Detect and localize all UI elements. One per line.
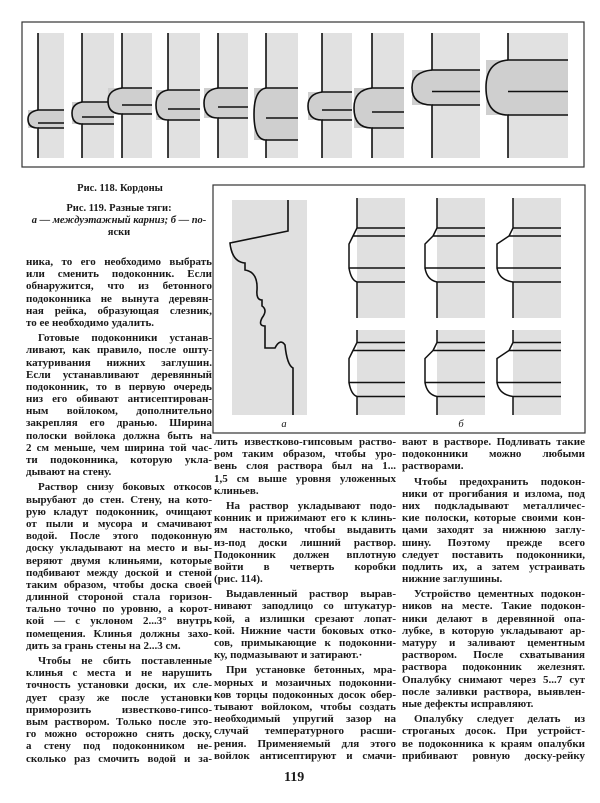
text-line: после заливки раствора, выявлен- <box>402 685 585 698</box>
text-line: сколько раз смочить водой и за- <box>26 752 212 765</box>
text-line: ве подоконника к краям опалубки <box>402 737 585 750</box>
paragraph <box>214 588 396 661</box>
text-line: строганых досок. При устройст- <box>402 725 585 738</box>
text-line: подоконники можно любыми <box>402 448 585 461</box>
figure-119-caption-title: Рис. 119. Разные тяги: <box>66 203 172 214</box>
text-line: вают в растворе. Подливать такие <box>402 436 585 448</box>
text-line: лубке, в которую укладывают ар- <box>402 624 585 637</box>
text-line: ные дефекты исправляют. <box>402 697 534 710</box>
molding-shade <box>308 92 352 120</box>
text-line: подлить их, а затем устраивать <box>402 560 585 573</box>
text-line: тывают войлоком, чтобы создать <box>214 700 396 713</box>
text-line: полоски войлока должна быть на <box>26 429 212 442</box>
text-line: точность установки доски, их сле- <box>26 679 212 692</box>
molding-shade <box>354 88 404 128</box>
text-line: Подоконник должен вплотную <box>214 548 396 561</box>
text-line: 2 см меньше, чем ширина той час- <box>26 441 212 454</box>
text-line: Раствор снизу боковых откосов <box>38 481 212 494</box>
text-line: ная рейка, образующая слезник, <box>26 304 212 317</box>
text-line: кой. Нижние части боковых отко- <box>214 624 396 637</box>
molding-shade <box>486 60 568 115</box>
figure-119-label-b: б <box>458 419 464 430</box>
text-line: обнаружится, что из бетонного <box>26 280 212 293</box>
text-line: них подкладывают металличес- <box>402 499 585 512</box>
paragraph <box>402 436 585 473</box>
text-line: матуру и заливают цементным <box>402 637 585 649</box>
text-line: дить за грань стены на 2...3 см. <box>26 639 181 652</box>
belt-shade <box>513 198 561 318</box>
molding-shade <box>108 88 152 114</box>
text-line: конник и прижимают его к клинь- <box>214 512 396 525</box>
figure-119-moldings <box>213 185 585 433</box>
text-line: Если устанавливают деревянный <box>26 368 212 381</box>
text-line: необходимый упругий зазор на <box>214 713 396 726</box>
text-line: ным войлоком, дополнительно <box>26 405 212 418</box>
text-line: подбивают между доской и стеной <box>26 566 212 579</box>
text-line: Выдавленный раствор вырав- <box>226 588 396 601</box>
text-line: клинья с места и не нарушить <box>26 667 212 680</box>
text-line: Готовые подоконники устанав- <box>38 332 212 345</box>
text-line: ники от прогибания и излома, под <box>402 487 585 500</box>
text-line: цами заходят за нижнюю заглу- <box>402 524 585 537</box>
text-line: дывают на стену. <box>26 466 112 479</box>
page-number: 119 <box>284 770 305 785</box>
text-line: кой, а излишки срезают лопат- <box>214 612 396 625</box>
text-line: морных и мозаичных подоконни- <box>214 676 396 689</box>
paragraph <box>26 332 212 478</box>
text-line: помещения. Клинья должны захо- <box>26 627 212 640</box>
text-line: тально точно по уровню, а корот- <box>26 603 212 616</box>
figure-119-caption-line1: а — междуэтажный карниз; б — по- <box>31 215 207 226</box>
paragraph <box>214 664 396 762</box>
text-line <box>402 600 585 612</box>
text-column-right <box>402 436 585 765</box>
text-line: шину. Поэтому прежде всего <box>402 536 585 549</box>
text-line: раствора подоконник железнят. <box>402 661 585 674</box>
figure-119-label-a: а <box>281 419 287 430</box>
text-line: следует поставить подоконники, <box>402 548 585 561</box>
text-line: рения. Применяемый для этого <box>214 737 396 750</box>
text-line: клиньев. <box>214 484 259 497</box>
text-line: низ его обивают антисептирован- <box>26 393 212 406</box>
belt-shade <box>437 198 485 318</box>
text-column-left <box>26 256 212 768</box>
text-line: ям настолько, чтобы выдавить <box>214 524 396 537</box>
figure-118-caption: Рис. 118. Кордоны <box>77 183 163 194</box>
text-line: На раствор укладывают подо- <box>226 499 396 512</box>
text-line: прибивают ровную доску-рейку <box>402 749 585 762</box>
cornice-shade <box>232 200 307 415</box>
text-line: 1,5 см выше уровня уложенных <box>214 472 396 485</box>
text-line: вень слоя раствора был на 1... <box>214 460 396 473</box>
text-line: ков торцы подоконных досок обер- <box>214 688 396 701</box>
text-line: а стену под подоконником не- <box>26 740 212 753</box>
text-line: ники делают в деревянной опа- <box>402 612 585 625</box>
molding-shade <box>254 88 298 140</box>
paragraph <box>26 256 212 329</box>
text-line: кой — с уклоном 2...3° внутрь <box>26 615 212 628</box>
text-line: подоконника не вынута деревян- <box>26 292 212 305</box>
text-line: войлок антисептируют и смачи- <box>214 749 396 762</box>
text-line: подоконник, то в первую очередь <box>26 380 212 393</box>
paragraph <box>214 436 396 497</box>
text-line: приморозить известково-гипсо- <box>26 703 212 716</box>
text-line: закрепляя его дранью. Ширина <box>26 417 212 430</box>
text-run: Такие подокон- <box>501 600 585 613</box>
text-line: или сменить подоконник. Если <box>26 268 212 281</box>
text-line: нивают заподлицо со штукатур- <box>214 600 396 613</box>
text-line: от пыли и мусора и смачивают <box>26 517 212 530</box>
text-line: лить известково-гипсовым раство- <box>214 436 396 448</box>
text-line: то ее необходимо удалить. <box>26 316 155 329</box>
paragraph <box>26 655 212 765</box>
text-line: ку, подмазывают и затирают.· <box>214 649 363 662</box>
figure-118-cordons <box>22 22 584 167</box>
text-line: Опалубку следует делать из <box>414 713 585 726</box>
paragraph <box>26 481 212 652</box>
run-in-heading: ников на месте. <box>402 600 493 613</box>
molding-shade <box>156 90 200 120</box>
text-line: доску укладывают на место и вы- <box>26 542 212 555</box>
text-column-middle <box>214 436 396 765</box>
text-line: вым раствором. Только после это- <box>26 715 212 728</box>
text-line: Устройство цементных подокон- <box>414 588 585 601</box>
text-line: Чтобы предохранить подокон- <box>414 475 585 488</box>
text-line: сов, примыкающие к подоконни- <box>214 637 396 649</box>
text-line: (рис. 114). <box>214 573 263 586</box>
text-line: войти в четверть коробки <box>214 560 396 573</box>
paragraph <box>402 588 585 710</box>
text-line: кие полоски, которые своими кон- <box>402 512 585 525</box>
text-line: вырубают до стен. Стену, на кото- <box>26 493 212 506</box>
paragraph <box>214 500 396 585</box>
wall-shade <box>38 33 64 158</box>
text-line: водой. После этого подоконную <box>26 530 212 543</box>
paragraph <box>402 476 585 586</box>
text-line: ти подоконника, которую укла- <box>26 454 212 466</box>
text-line: катуривания нижних заглушин. <box>26 356 212 369</box>
text-line: случай температурного расши- <box>214 725 396 738</box>
belt-shade <box>357 198 405 318</box>
text-line: дует сразу же после установки <box>26 691 212 704</box>
molding-shade <box>204 88 248 118</box>
text-line: ливают, как правило, после ошту- <box>26 344 212 357</box>
text-line: растворами. <box>402 460 464 473</box>
figure-119-caption-line2: яски <box>107 227 131 238</box>
text-line: раствором. После схватывания <box>402 649 585 662</box>
text-line: ром таким образом, чтобы уро- <box>214 448 396 461</box>
text-line: рую кладут подоконник, очищают <box>26 505 212 518</box>
text-line: При установке бетонных, мра- <box>226 664 396 677</box>
molding-shade <box>28 110 64 128</box>
text-line: Чтобы не сбить поставленные <box>38 655 212 667</box>
text-line: веряют двумя клиньями, которые <box>26 554 212 567</box>
text-line: ника, то его необходимо выбрать <box>26 256 212 268</box>
paragraph <box>402 713 585 762</box>
text-line: нижние заглушины. <box>402 573 503 586</box>
text-line: Опалубку снимают через 5...7 сут <box>402 673 585 686</box>
molding-shade <box>412 70 480 105</box>
text-line: го можно осторожно снять доску, <box>26 728 212 741</box>
text-line: таким образом, чтобы доска своей <box>26 578 212 591</box>
text-line: из-под доски лишний раствор. <box>214 536 396 549</box>
text-line: длинной стороной стала горизон- <box>26 591 212 604</box>
